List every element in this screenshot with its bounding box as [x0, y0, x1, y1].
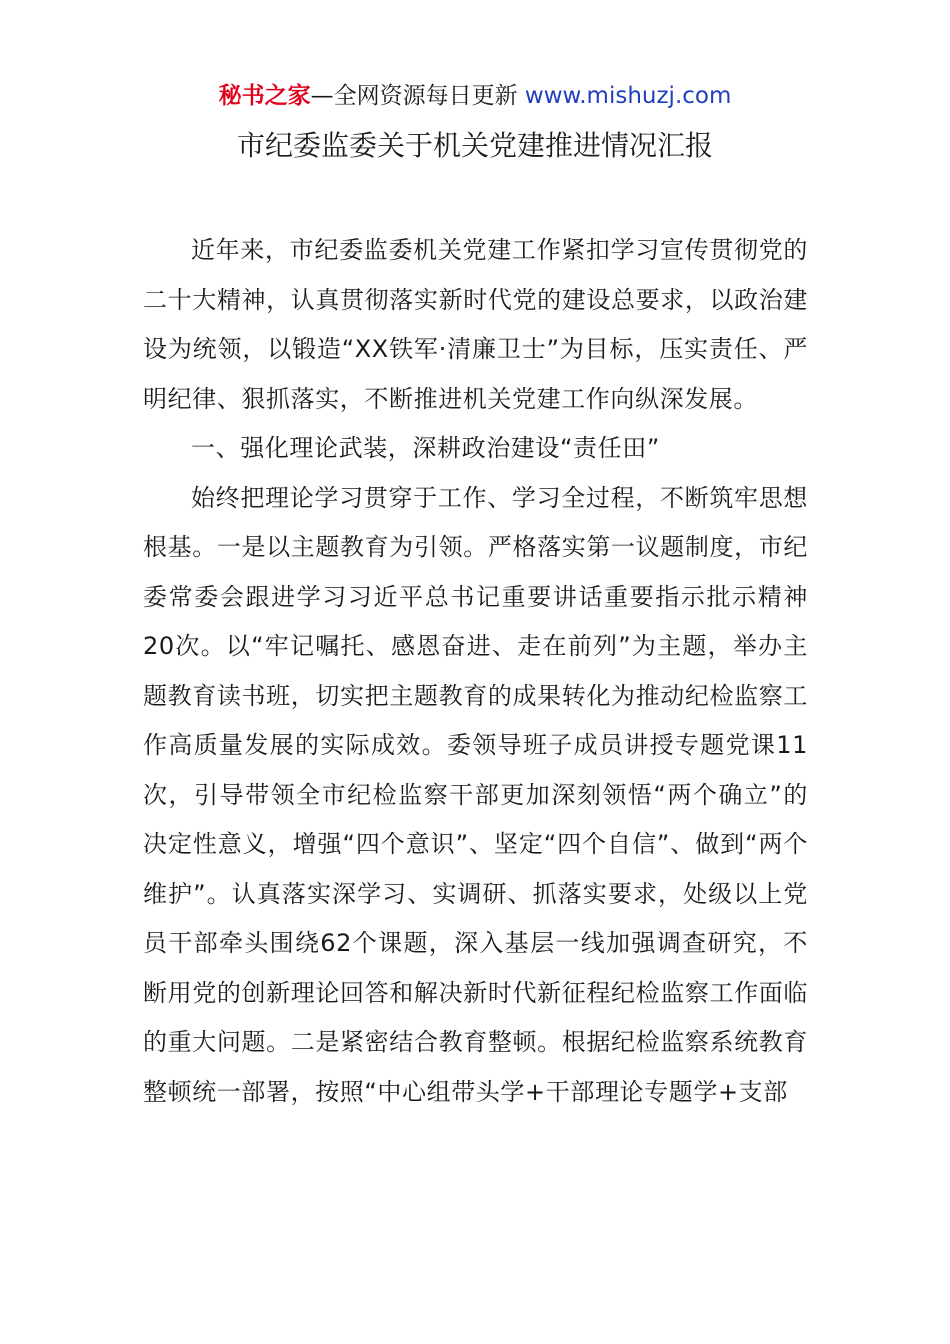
banner-tagline: —全网资源每日更新	[310, 83, 525, 109]
intro-paragraph: 近年来，市纪委监委机关党建工作紧扣学习宣传贯彻党的二十大精神，认真贯彻落实新时代党的建设总要求，以政治建设为统领，以锻造“XX铁军·清廉卫士”为目标，压实责任、严明纪律、狠抓落实，不断推进机关党建工作向纵深发展。	[143, 236, 808, 413]
site-banner	[0, 80, 950, 112]
brand-name: 秘书之家	[218, 83, 311, 109]
site-url[interactable]: www.mishuzj.com	[524, 83, 732, 109]
document-title: 市纪委监委关于机关党建推进情况汇报	[236, 129, 713, 162]
section-heading: 一、强化理论武装，深耕政治建设“责任田”	[191, 434, 660, 462]
body-paragraph: 始终把理论学习贯穿于工作、学习全过程，不断筑牢思想根基。一是以主题教育为引领。严格落实第一议题制度，市纪委常委会跟进学习习近平总书记重要讲话重要指示批示精神20次。以“牢记嘱托、感恩奋进、走在前列”为主题，举办主题教育读书班，切实把主题教育的成果转化为推动纪检监察工作高质量发展的实际成效。委领导班子成员讲授专题党课11次，引导带领全市纪检监察干部更加深刻领悟“两个确立”的决定性意义，增强“四个意识”、坚定“四个自信”、做到“两个维护”。认真落实深学习、实调研、抓落实要求，处级以上党员干部牵头围绕62个课题，深入基层一线加强调查研究，不断用党的创新理论回答和解决新时代新征程纪检监察工作面临的重大问题。二是紧密结合教育整顿。根据纪检监察系统教育整顿统一部署，按照“中心组带头学+干部理论专题学+支部	[143, 483, 808, 1106]
document-body	[143, 226, 808, 1117]
